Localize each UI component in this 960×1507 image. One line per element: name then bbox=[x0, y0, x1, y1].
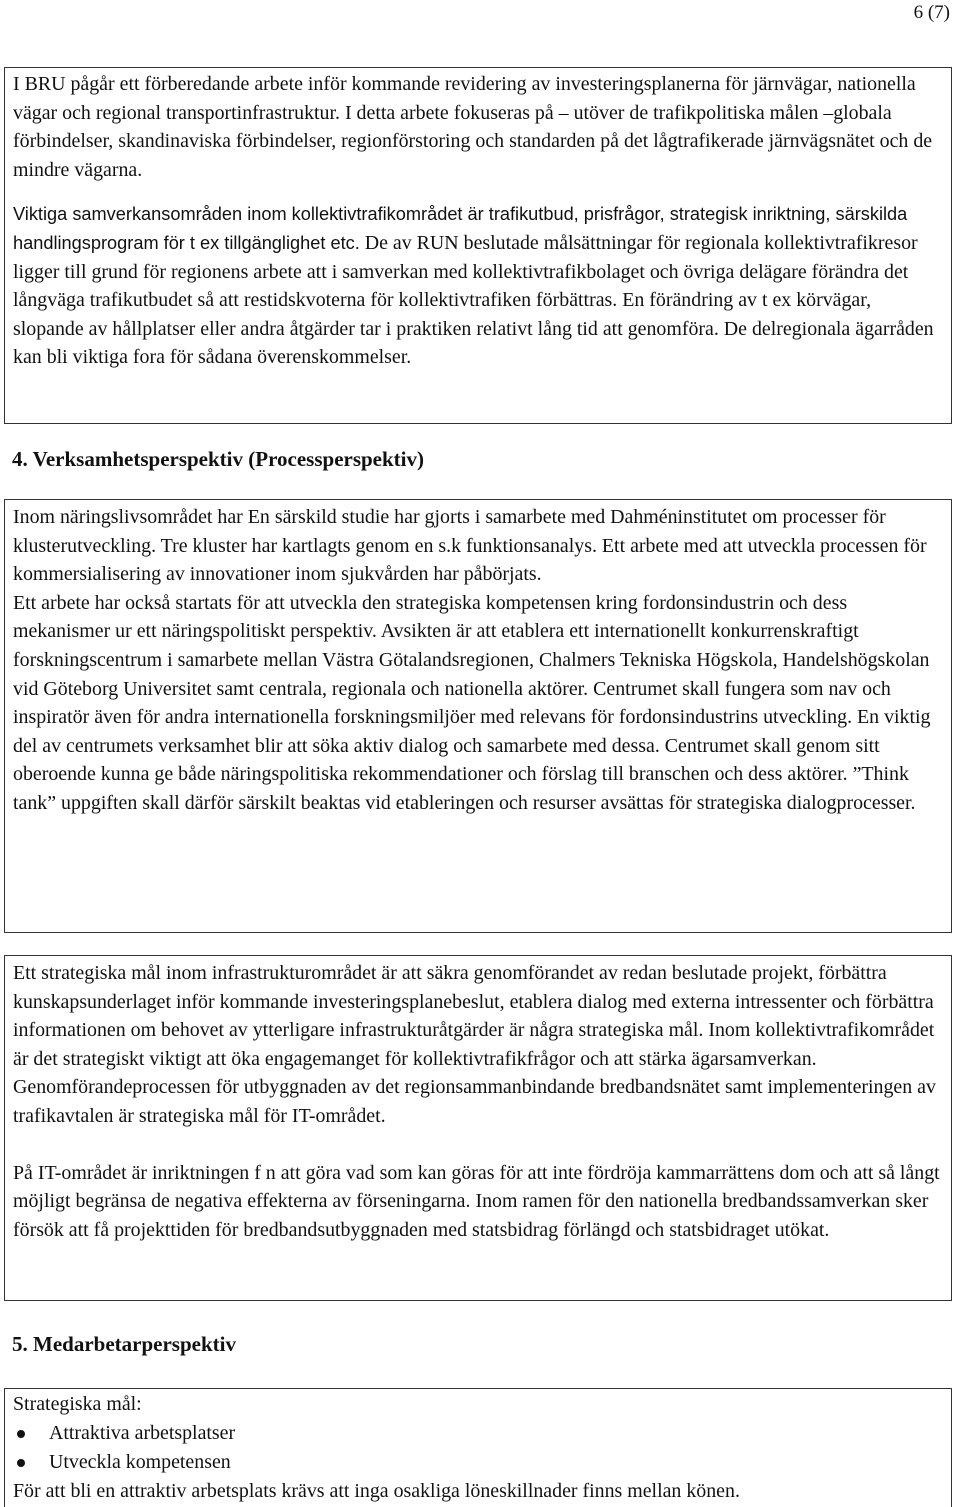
page-number: 6 (7) bbox=[913, 2, 950, 23]
goals-list bbox=[13, 1419, 945, 1477]
goal-text: Attraktiva arbetsplatser bbox=[49, 1421, 236, 1444]
closing-sentence: För att bli en attraktiv arbetsplats krävs att inga osakliga löneskillnader finns mellan könen. bbox=[13, 1479, 740, 1502]
infrastructure-text-box bbox=[4, 67, 952, 424]
vehicle-industry-paragraph: Ett arbete har också startats för att utveckla den strategiska kompetensen kring fordonsindustrin och dess mekanismer ur ett näringspolitiskt perspektiv. Avsikten är att etablera ett internationellt konkurrenskraftigt forskningscentrum i samarbete mellan Västra Götalandsregionen, Chalmers Tekniska Högskola, Handelshögskolan vid Göteborg Universitet samt centrala, regionala och nationella aktörer. Centrumet skall fungera som nav och inspiratör även för andra internationella forskningsmiljöer med relevans för fordonsindustrins utveckling. En viktig del av centrumets verksamhet blir att söka aktiv dialog och samarbete med dessa. Centrumet skall genom sitt oberoende kunna ge både näringspolitiska rekommendationer och förslag till branschen och dess aktörer. ”Think tank” uppgiften skall därför särskilt beaktas vid etableringen och resurser avsättas för strategiska dialogprocesser. bbox=[13, 591, 931, 814]
cluster-paragraph: Inom näringslivsområdet har En särskild studie har gjorts i samarbete med Dahméninstitutet om processer för klusterutveckling. Tre kluster har kartlagts genom en s.k funktionsanalys. Ett arbete med att utveckla processen för kommersialisering av innovationer inom sjukvården har påbörjats. bbox=[13, 506, 927, 586]
collective-traffic-paragraph bbox=[13, 200, 945, 372]
strategic-goals-label: Strategiska mål: bbox=[13, 1393, 142, 1415]
bullet-icon bbox=[17, 1430, 25, 1438]
employee-goals-box bbox=[4, 1388, 952, 1507]
goal-text: Utveckla kompetensen bbox=[49, 1450, 231, 1473]
strategic-goals-box bbox=[4, 955, 952, 1301]
bru-paragraph: I BRU pågår ett förberedande arbete inför kommande revidering av investeringsplanerna för järnvägar, nationella vägar och regional transportinfrastruktur. I detta arbete fokuseras på – utöver de trafikpolitiska målen –globala förbindelser, skandinaviska förbindelser, regionförstoring och standarden på det lågtrafikerade järnvägsnätet och de mindre vägarna. bbox=[13, 73, 933, 181]
run-goals-text: De av RUN beslutade målsättningar för regionala kollektivtrafikresor ligger till grund för regionens arbete att i samverkan med kollektivtrafikbolaget och övriga delägare förändra det långväga trafikutbudet så att restidskvoterna för kollektivtrafiken förbättras. En förändring av t ex körvägar, slopande av hållplatser eller andra åtgärder tar i praktiken relativt lång tid att genomföra. De delregionala ägarråden kan bli viktiga fora för sådana överenskommelser. bbox=[13, 231, 934, 369]
process-perspective-box bbox=[4, 499, 952, 933]
section-heading-4: 4. Verksamhetsperspektiv (Processperspektiv) bbox=[12, 447, 425, 471]
collective-traffic-lead: Viktiga samverkansområden inom kollektivtrafikområdet är trafikutbud, prisfrågor, strategisk inriktning, särskilda handlingsprogram för t ex tillgänglighet etc. bbox=[13, 204, 908, 253]
list-item bbox=[13, 1419, 945, 1448]
it-area-paragraph: På IT-området är inriktningen f n att göra vad som kan göras för att inte fördröja kammarrättens dom och att så långt möjligt begränsa de negativa effekterna av förseningarna. Inom ramen för den nationella bredbandssamverkan sker försök att få projekttiden för bredbandsutbyggnaden med statsbidrag förlängd och statsbidraget utökat. bbox=[13, 1161, 940, 1241]
list-item bbox=[13, 1448, 945, 1477]
infrastructure-goals-paragraph: Ett strategiska mål inom infrastrukturområdet är att säkra genomförandet av redan beslutade projekt, förbättra kunskapsunderlaget inför kommande investeringsplanebeslut, etablera dialog med externa intressenter och förbättra informationen om behovet av ytterligare infrastrukturåtgärder är några strategiska mål. Inom kollektivtrafikområdet är det strategiskt viktigt att öka engagemanget för kollektivtrafikfrågor och att stärka ägarsamverkan. Genomförandeprocessen för utbyggnaden av det regionsammanbindande bredbandsnätet samt implementeringen av trafikavtalen är strategiska mål för IT-området. bbox=[13, 962, 936, 1127]
bullet-icon bbox=[17, 1459, 25, 1467]
section-heading-5: 5. Medarbetarperspektiv bbox=[12, 1332, 236, 1356]
